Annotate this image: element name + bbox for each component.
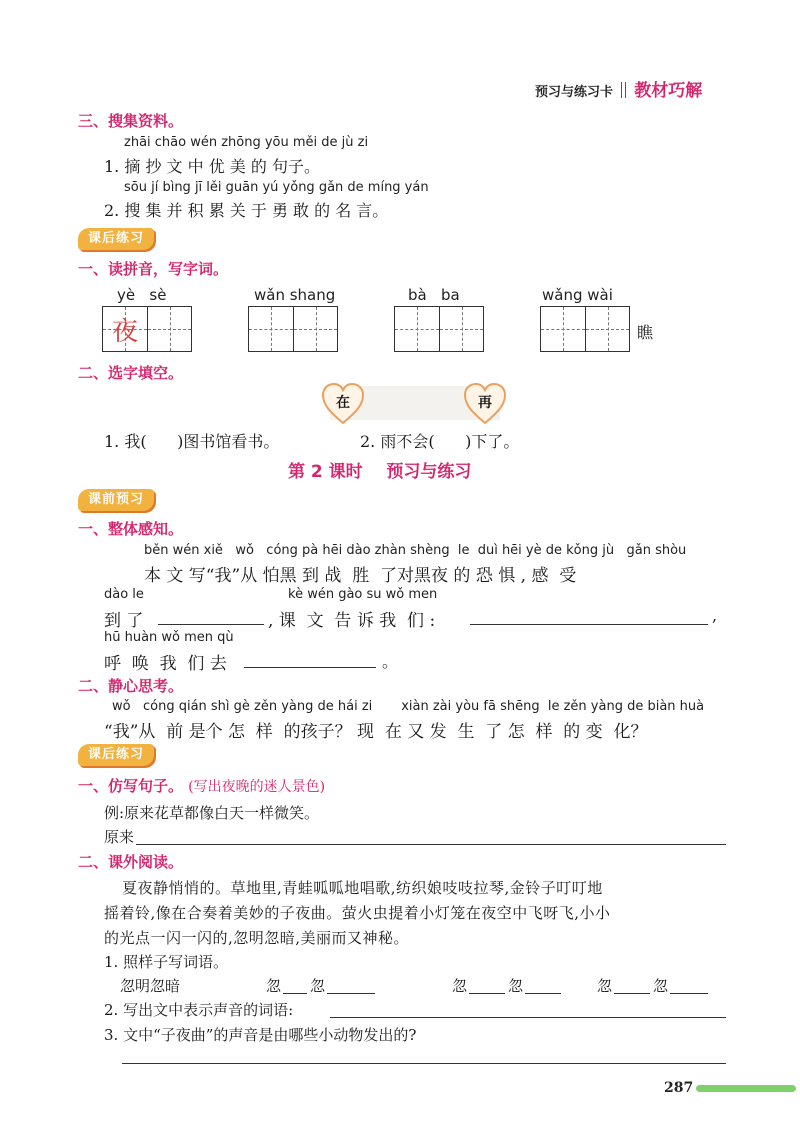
grid-cell[interactable] [541, 307, 585, 351]
pinyin-line: zhāi chāo wén zhōng yōu měi de jù zi [124, 135, 369, 150]
grid-pinyin: bà ba [408, 286, 460, 304]
writing-grid[interactable] [248, 306, 338, 352]
sample-character: 夜 [111, 317, 138, 347]
heart-label: 在 [336, 395, 350, 411]
answer-blank[interactable] [470, 624, 708, 625]
answer-blank[interactable] [136, 844, 726, 845]
header-left: 预习与练习卡 [535, 85, 614, 100]
page-number: 287 [664, 1080, 694, 1096]
choose-question-2: 2. 雨不会( )下了。 [360, 432, 520, 451]
answer-blank[interactable] [614, 993, 650, 994]
pinyin-line: kè wén gào su wǒ men [288, 587, 438, 602]
header-right: 教材巧解 [634, 81, 703, 101]
overall-line-2a: 到 了 [104, 611, 144, 631]
reading-paragraph: 摇着铃,像在合奏着美妙的子夜曲。萤火虫提着小灯笼在夜空中飞呀飞,小小 [104, 904, 611, 922]
section-title-collect: 三、搜集资料。 [78, 112, 184, 130]
answer-blank[interactable] [469, 993, 505, 994]
choose-question-1: 1. 我( )图书馆看书。 [104, 432, 280, 451]
word-sample: 忽明忽暗 [120, 977, 181, 995]
section-title-read-write: 一、读拼音，写字词。 [78, 260, 229, 278]
heart-option[interactable] [322, 382, 364, 426]
page-header [535, 76, 702, 101]
word-pattern-char: 忽 [653, 977, 669, 995]
footer-bar [696, 1085, 796, 1092]
grid-cell[interactable] [585, 307, 629, 351]
think-question: “我”从 前 是个 怎 样 的孩子？ 现 在 又 发 生 了 怎 样 的 变 化？ [104, 722, 648, 742]
imitate-prefix: 原来 [104, 828, 135, 846]
answer-blank[interactable] [330, 1017, 726, 1018]
writing-grid[interactable] [394, 306, 484, 352]
reading-paragraph: 的光点一闪一闪的,忽明忽暗,美丽而又神秘。 [104, 929, 410, 947]
badge-before-class: 课前预习 [78, 489, 154, 511]
grid-cell[interactable] [293, 307, 337, 351]
grid-pinyin: wǎng wài [542, 286, 613, 304]
pinyin-line: wǒ cóng qián shì gè zěn yàng de hái zi xiàn zài yòu fā shēng le zěn yàng de biàn huà [112, 699, 705, 714]
collect-item-2: 2. 搜 集 并 积 累 关 于 勇 敢 的 名 言。 [104, 201, 389, 220]
answer-blank[interactable] [158, 624, 264, 625]
reading-question-3: 3. 文中“子夜曲”的声音是由哪些小动物发出的? [104, 1026, 417, 1044]
section-title-reading: 二、课外阅读。 [78, 853, 184, 871]
word-pattern-char: 忽 [452, 977, 468, 995]
grid-cell[interactable] [395, 307, 439, 351]
section-title-imitate: 一、仿写句子。 [78, 777, 184, 795]
lesson-title: 第 2 课时 预习与练习 [288, 462, 472, 482]
word-pattern-char: 忽 [508, 977, 524, 995]
reading-question-1: 1. 照样子写词语。 [104, 953, 229, 971]
heart-label: 再 [478, 395, 492, 411]
answer-blank[interactable] [670, 993, 708, 994]
grid-pinyin: wǎn shang [254, 286, 336, 304]
section-title-overall: 一、整体感知。 [78, 520, 184, 538]
answer-blank[interactable] [283, 993, 307, 994]
overall-line-1: 本 文 写“我”从 怕黑 到 战 胜 了对黑夜 的 恐 惧 , 感 受 [144, 566, 577, 586]
header-divider [621, 82, 626, 98]
overall-line-2-end: , [712, 606, 718, 625]
grid-suffix: 瞧 [637, 323, 654, 342]
section-imitate [78, 775, 325, 796]
overall-line-3-end: 。 [382, 652, 399, 671]
pinyin-line: sōu jí bìng jī lěi guān yú yǒng gǎn de míng yán [124, 180, 429, 195]
pinyin-line: hū huàn wǒ men qù [104, 630, 234, 645]
pinyin-line: dào le [104, 587, 144, 602]
overall-line-2b: , 课 文 告 诉 我 们 : [268, 611, 436, 631]
grid-cell[interactable] [439, 307, 483, 351]
word-pattern-char: 忽 [266, 977, 282, 995]
reading-question-2: 2. 写出文中表示声音的词语: [104, 1001, 294, 1019]
writing-grid[interactable] [102, 306, 192, 352]
reading-paragraph: 夏夜静悄悄的。草地里,青蛙呱呱地唱歌,纺织娘吱吱拉琴,金铃子叮叮地 [122, 879, 603, 897]
imitate-example: 例:原来花草都像白天一样微笑。 [104, 804, 320, 822]
section-title-think: 二、静心思考。 [78, 677, 184, 695]
heart-option[interactable] [464, 382, 506, 426]
answer-blank[interactable] [327, 993, 375, 994]
badge-after-class: 课后练习 [78, 228, 154, 250]
imitate-hint: (写出夜晚的迷人景色) [188, 779, 326, 795]
grid-pinyin: yè sè [117, 286, 167, 304]
pinyin-line: běn wén xiě wǒ cóng pà hēi dào zhàn shèng le duì hēi yè de kǒng jù gǎn shòu [144, 543, 687, 558]
answer-blank[interactable] [122, 1063, 726, 1064]
word-pattern-char: 忽 [597, 977, 613, 995]
badge-after-class: 课后练习 [78, 744, 154, 766]
writing-grid[interactable] [540, 306, 630, 352]
word-pattern-char: 忽 [310, 977, 326, 995]
answer-blank[interactable] [525, 993, 561, 994]
section-title-choose: 二、选字填空。 [78, 364, 184, 382]
overall-line-3: 呼 唤 我 们 去 [104, 654, 227, 674]
grid-cell[interactable] [249, 307, 293, 351]
answer-blank[interactable] [244, 667, 376, 668]
grid-cell[interactable] [147, 307, 191, 351]
grid-cell[interactable] [103, 307, 147, 351]
collect-item-1: 1. 摘 抄 文 中 优 美 的 句子。 [104, 157, 320, 176]
